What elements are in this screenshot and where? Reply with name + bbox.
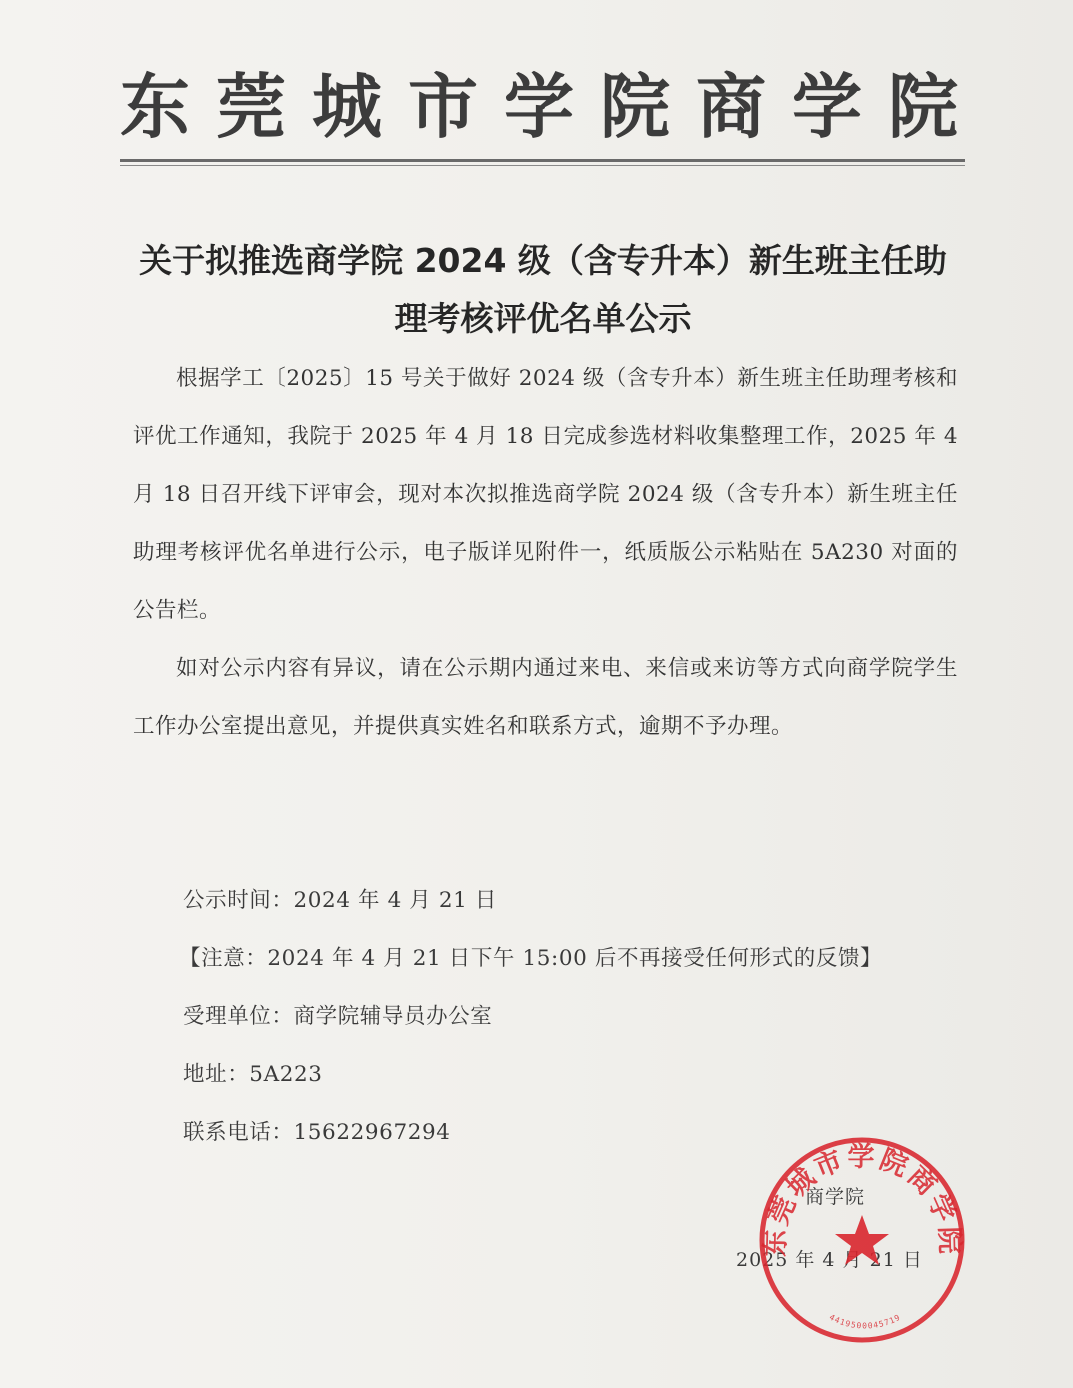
publish-time: 公示时间：2024 年 4 月 21 日 — [183, 888, 497, 913]
handling-unit: 受理单位：商学院辅导员办公室 — [183, 1004, 493, 1029]
feedback-deadline-notice: 【注意：2024 年 4 月 21 日下午 15:00 后不再接受任何形式的反馈】 — [179, 946, 883, 971]
office-address: 地址：5A223 — [183, 1062, 323, 1087]
seal-text: 东莞城市学院商学院 — [760, 1142, 965, 1258]
contact-phone: 联系电话：15622967294 — [183, 1120, 451, 1145]
svg-text:4419500045719 — [828, 1313, 902, 1331]
body-paragraph-2: 如对公示内容有异议，请在公示期内通过来电、来信或来访等方式向商学院学生工作办公室提出意见，并提供真实姓名和联系方式，逾期不予办理。 — [133, 656, 958, 739]
seal-star-icon — [835, 1215, 889, 1265]
body-paragraph-1: 根据学工〔2025〕15 号关于做好 2024 级（含专升本）新生班主任助理考核和评优工作通知，我院于 2025 年 4 月 18 日完成参选材料收集整理工作，2025 年 4 月 18 日召开线下评审会，现对本次拟推选商学院 2024 级（含专升本）新生班主任助理考核评优名单进行公示，电子版详见附件一，纸质版公示粘贴在 5A230 对面的公告栏。 — [133, 366, 958, 623]
seal-number: 4419500045719 — [827, 1312, 903, 1331]
official-seal-stamp — [755, 1133, 970, 1348]
signature-org: 商学院 — [805, 1186, 866, 1208]
notice-title: 关于拟推选商学院 2024 级（含专升本）新生班主任助理考核评优名单公示 — [139, 241, 947, 338]
notice-info-block — [179, 872, 963, 1162]
signature-date: 2025 年 4 月 21 日 — [736, 1249, 923, 1271]
masthead-title: 东莞城市学院商学院 — [120, 66, 984, 148]
masthead-rule-thick — [120, 159, 965, 162]
masthead-rule-thin — [120, 165, 965, 166]
